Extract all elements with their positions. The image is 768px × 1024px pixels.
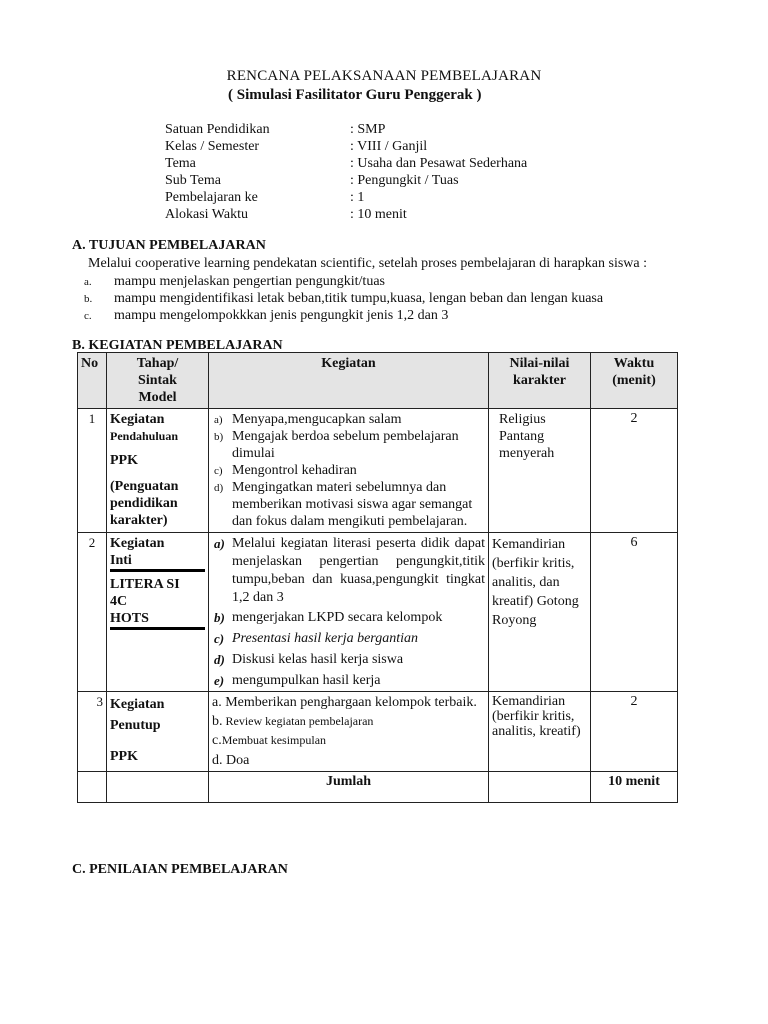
activity-marker: b. xyxy=(212,714,223,729)
header-stage-line: Tahap/ xyxy=(136,356,179,371)
header-stage-line: Sintak xyxy=(138,373,177,388)
stage-label: LITERA SI xyxy=(110,577,180,592)
row-stage xyxy=(107,533,209,692)
list-item xyxy=(212,630,485,647)
activity-marker: d. xyxy=(212,753,223,768)
objective-text: mampu menjelaskan pengertian pengungkit/tuas xyxy=(114,274,385,289)
identity-value: : 10 menit xyxy=(350,207,407,222)
section-a-intro: Melalui cooperative learning pendekatan scientific, setelah proses pembelajaran di harapkan siswa : xyxy=(88,256,648,271)
row-time: 2 xyxy=(591,409,678,533)
activity-marker: c) xyxy=(214,631,225,646)
identity-key: Pembelajaran ke xyxy=(165,190,258,205)
activity-marker: c) xyxy=(214,465,223,477)
list-item xyxy=(212,535,485,607)
activity-text: Doa xyxy=(226,753,250,768)
objective-marker: c. xyxy=(84,310,92,322)
activity-text: Diskusi kelas hasil kerja siswa xyxy=(232,652,404,667)
row-activities xyxy=(209,533,489,692)
row-activities xyxy=(209,409,489,533)
activity-marker: b) xyxy=(214,610,225,625)
list-item xyxy=(212,428,485,462)
activity-marker: d) xyxy=(214,652,225,667)
section-b-heading: B. KEGIATAN PEMBELAJARAN xyxy=(72,338,283,353)
list-item xyxy=(212,672,485,689)
header-no: No xyxy=(78,353,107,409)
identity-row xyxy=(165,155,527,172)
identity-row xyxy=(165,138,527,155)
list-item xyxy=(212,411,485,428)
activity-text: Mengontrol kehadiran xyxy=(232,463,357,478)
stage-label: PPK xyxy=(110,749,138,764)
list-item xyxy=(212,752,485,769)
header-values-line: Nilai-nilai xyxy=(509,356,570,371)
row-number: 2 xyxy=(78,533,107,692)
total-label: Jumlah xyxy=(209,772,489,803)
identity-key: Alokasi Waktu xyxy=(165,207,248,222)
list-item xyxy=(212,609,485,626)
row-time: 6 xyxy=(591,533,678,692)
stage-label: Kegiatan xyxy=(110,412,165,427)
list-item xyxy=(212,651,485,668)
section-c-heading: C. PENILAIAN PEMBELAJARAN xyxy=(72,862,288,877)
row-values: Kemandirian (berfikir kritis, analitis, kreatif) xyxy=(489,692,591,772)
activity-text: Mengingatkan materi sebelumnya dan memberikan motivasi siswa agar semangat dan fokus dalam mengikuti pembelajaran. xyxy=(232,480,473,529)
stage-label: Kegiatan xyxy=(110,536,165,551)
header-activity: Kegiatan xyxy=(209,353,489,409)
identity-value: : SMP xyxy=(350,122,386,137)
identity-key: Sub Tema xyxy=(165,173,221,188)
objective-item xyxy=(84,307,448,325)
row-stage xyxy=(107,692,209,772)
objective-text: mampu mengidentifikasi letak beban,titik tumpu,kuasa, lengan beban dan lengan kuasa xyxy=(114,291,604,306)
header-time xyxy=(591,353,678,409)
identity-row xyxy=(165,206,527,223)
activity-marker: a) xyxy=(214,414,223,426)
activity-text: Menyapa,mengucapkan salam xyxy=(232,412,402,427)
total-value: 10 menit xyxy=(591,772,678,803)
list-item xyxy=(212,694,485,711)
activity-marker: e) xyxy=(214,673,225,688)
identity-key: Kelas / Semester xyxy=(165,139,260,154)
stage-label: Inti xyxy=(110,552,205,572)
table-row xyxy=(78,533,678,692)
activity-table xyxy=(77,352,678,803)
stage-label: Kegiatan xyxy=(110,697,165,712)
activity-text: mengerjakan LKPD secara kelompok xyxy=(232,610,443,625)
stage-label: Penutup xyxy=(110,718,161,733)
objective-item xyxy=(84,290,603,308)
activity-marker: b) xyxy=(214,431,224,443)
total-empty-cell xyxy=(489,772,591,803)
identity-value: : VIII / Ganjil xyxy=(350,139,428,154)
row-values: Religius Pantang menyerah xyxy=(489,409,591,533)
document-subtitle: ( Simulasi Fasilitator Guru Penggerak ) xyxy=(228,87,482,103)
identity-row xyxy=(165,189,527,206)
identity-value: : 1 xyxy=(350,190,365,205)
objective-item xyxy=(84,273,385,291)
header-values xyxy=(489,353,591,409)
objective-text: mampu mengelompokkkan jenis pengungkit jenis 1,2 dan 3 xyxy=(114,308,449,323)
identity-row xyxy=(165,121,527,138)
stage-label: HOTS xyxy=(110,610,205,630)
total-empty-cell xyxy=(78,772,107,803)
table-row xyxy=(78,409,678,533)
list-item xyxy=(212,732,485,749)
identity-key: Satuan Pendidikan xyxy=(165,122,270,137)
activity-marker: c. xyxy=(212,733,222,748)
row-values: Kemandirian (berfikir kritis, analitis, dan kreatif) Gotong Royong xyxy=(489,533,591,692)
activity-marker: a) xyxy=(214,536,225,551)
header-values-line: karakter xyxy=(513,373,566,388)
header-time-line: (menit) xyxy=(612,373,656,388)
identity-row xyxy=(165,172,527,189)
identity-value: : Pengungkit / Tuas xyxy=(350,173,459,188)
header-stage xyxy=(107,353,209,409)
objective-marker: b. xyxy=(84,293,93,305)
activity-text: mengumpulkan hasil kerja xyxy=(232,673,381,688)
row-activities xyxy=(209,692,489,772)
row-time: 2 xyxy=(591,692,678,772)
stage-label: 4C xyxy=(110,594,128,609)
activity-text: Mengajak berdoa sebelum pembelajaran dimulai xyxy=(232,429,459,461)
objective-marker: a. xyxy=(84,276,92,288)
stage-label: Pendahuluan xyxy=(110,429,179,443)
list-item xyxy=(212,713,485,730)
table-header-row xyxy=(78,353,678,409)
identity-value: : Usaha dan Pesawat Sederhana xyxy=(350,156,528,171)
total-empty-cell xyxy=(107,772,209,803)
activity-marker: d) xyxy=(214,482,224,494)
identity-key: Tema xyxy=(165,156,196,171)
header-stage-line: Model xyxy=(138,390,177,405)
activity-marker: a. xyxy=(212,695,222,710)
list-item xyxy=(212,462,485,479)
activity-text: Memberikan penghargaan kelompok terbaik. xyxy=(225,695,477,710)
table-row xyxy=(78,692,678,772)
stage-label: (Penguatan pendidikan karakter) xyxy=(110,479,179,528)
table-total-row xyxy=(78,772,678,803)
activity-text: Presentasi hasil kerja bergantian xyxy=(232,631,418,646)
row-number: 3 xyxy=(78,692,107,772)
stage-label: PPK xyxy=(110,453,138,468)
document-title: RENCANA PELAKSANAAN PEMBELAJARAN xyxy=(226,68,542,84)
section-a-heading: A. TUJUAN PEMBELAJARAN xyxy=(72,238,266,253)
identity-block xyxy=(165,121,527,223)
header-time-line: Waktu xyxy=(613,356,655,371)
row-number: 1 xyxy=(78,409,107,533)
list-item xyxy=(212,479,485,530)
activity-text: Review kegiatan pembelajaran xyxy=(225,714,374,728)
row-stage xyxy=(107,409,209,533)
activity-text: Melalui kegiatan literasi peserta didik dapat menjelaskan pengertian pengungkit,titik tumpu,beban dan kuasa,pengungkit tingkat 1,2 dan 3 xyxy=(232,536,485,605)
activity-text: Membuat kesimpulan xyxy=(221,733,327,747)
